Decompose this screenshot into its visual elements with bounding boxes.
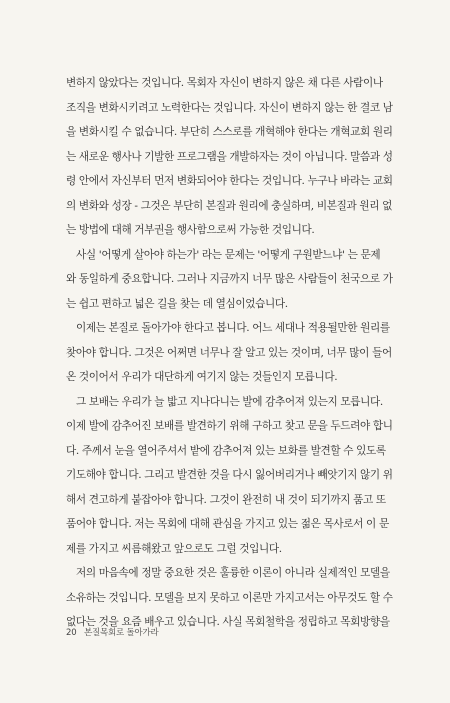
text-line: 다. 주께서 눈을 열어주셔서 밭에 감추어져 있는 보화를 발견할 수 있도록 xyxy=(66,444,386,457)
text-line: 이제는 본질로 돌아가야 한다고 봅니다. 어느 세대나 적용될만한 원리를 xyxy=(76,322,390,334)
text-line: 와 동일하게 중요합니다. 그러나 지금까지 너무 많은 사람들이 천국으로 가 xyxy=(66,273,393,285)
text-line: 는 쉽고 편하고 넓은 길을 찾는 데 열심이었습니다. xyxy=(66,297,288,310)
text-line: 령 안에서 자신부터 먼저 변화되어야 한다는 것입니다. 누구나 바라는 교회 xyxy=(66,175,393,187)
text-line: 찾아야 합니다. 그것은 어쩌면 너무나 잘 알고 있는 것이며, 너무 많이 들어 xyxy=(66,346,392,359)
text-line: 는 새로운 행사나 기발한 프로그램을 개발하자는 것이 아닙니다. 말씀과 성 xyxy=(66,150,393,163)
text-line: 의 변화와 성장 - 그것은 부단히 본질과 원리에 충실하며, 비본질과 원리 없 xyxy=(66,199,393,212)
text-line: 조직을 변화시키려고 노력한다는 것입니다. 자신이 변하지 않는 한 결코 남 xyxy=(66,101,393,114)
text-line: 해서 견고하게 붙잡아야 합니다. 그것이 완전히 내 것이 되기까지 품고 또 xyxy=(66,493,386,506)
text-line: 제를 가지고 씨름해왔고 앞으로도 그럴 것입니다. xyxy=(66,542,282,555)
running-title: 본질목회로 돌아가라 xyxy=(83,628,159,638)
text-line: 온 것이어서 우리가 대단하게 여기지 않는 것들인지 모릅니다. xyxy=(66,371,338,383)
text-line: 기도해야 합니다. 그리고 발견한 것을 다시 잃어버리거나 빼앗기지 않기 위 xyxy=(66,469,393,481)
footer-separator xyxy=(79,628,82,638)
page-footer xyxy=(66,626,159,638)
text-line: 소유하는 것입니다. 모델을 보지 못하고 이론만 가지고서는 아무것도 할 수 xyxy=(66,591,393,604)
page-number: 20 xyxy=(66,628,77,638)
text-line: 그 보배는 우리가 늘 밟고 지나다니는 발에 감추어져 있는지 모릅니다. xyxy=(76,395,383,408)
text-line: 을 변화시킬 수 없습니다. 부단히 스스로를 개혁해야 한다는 개혁교회 원리 xyxy=(66,126,393,138)
text-line: 저의 마음속에 정말 중요한 것은 훌륭한 이론이 아니라 실제적인 모델을 xyxy=(76,567,390,579)
text-line: 는 방법에 대해 거부권을 행사함으로써 가능한 것입니다. xyxy=(66,224,315,236)
text-line: 이제 발에 감추어진 보배를 발견하기 위해 구하고 찾고 문을 두드려야 합니 xyxy=(66,420,393,432)
text-line: 변하지 않았다는 것입니다. 목회자 자신이 변하지 않은 채 다른 사람이나 xyxy=(66,77,383,89)
text-line: 품어야 합니다. 저는 목회에 대해 관심을 가지고 있는 젊은 목사로서 이 문 xyxy=(66,518,389,530)
body-text xyxy=(66,71,400,635)
text-line: 없다는 것을 요즘 배우고 있습니다. 사실 목회철학을 정립하고 목회방향을 xyxy=(66,616,390,628)
text-line: 사실 '어떻게 살아야 하는가' 라는 문제는 '어떻게 구원받느냐' 는 문제 xyxy=(76,248,381,261)
